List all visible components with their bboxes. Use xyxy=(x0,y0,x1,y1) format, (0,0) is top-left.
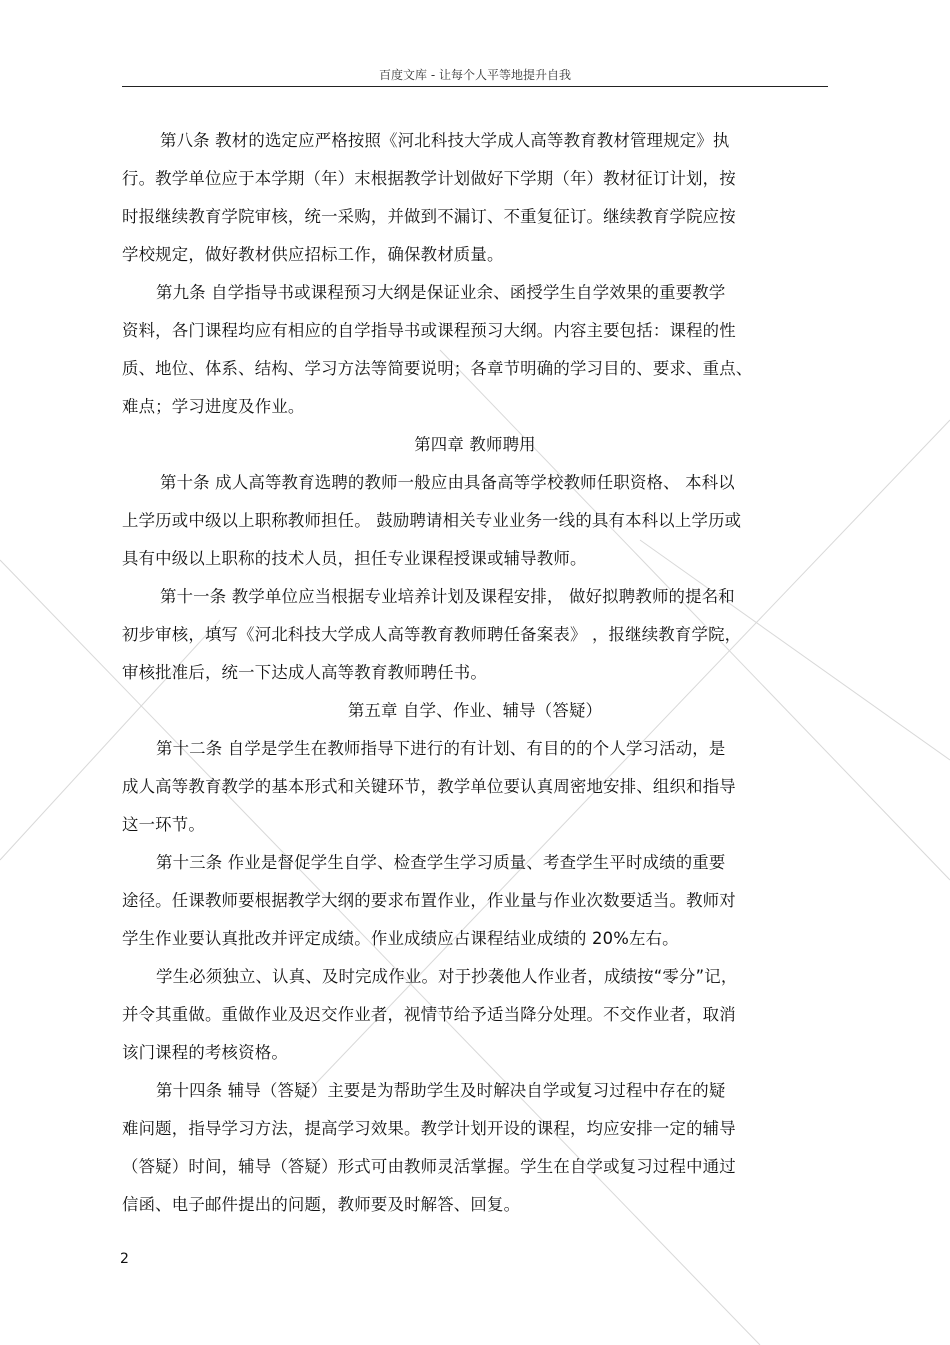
paragraph-line: 时报继续教育学院审核，统一采购，并做到不漏订、不重复征订。继续教育学院应按 xyxy=(122,207,736,226)
paragraph-line: 第十四条 辅导（答疑）主要是为帮助学生及时解决自学或复习过程中存在的疑 xyxy=(156,1081,726,1100)
paragraph-line: 第十条 成人高等教育选聘的教师一般应由具备高等学校教师任职资格、 本科以 xyxy=(160,473,735,492)
paragraph-line: 这一环节。 xyxy=(122,815,205,834)
paragraph-line: 该门课程的考核资格。 xyxy=(122,1043,288,1062)
paragraph-line: 资料，各门课程均应有相应的自学指导书或课程预习大纲。内容主要包括：课程的性 xyxy=(122,321,736,340)
paragraph-line: 信函、电子邮件提出的问题，教师要及时解答、回复。 xyxy=(122,1195,521,1214)
paragraph-line: 第九条 自学指导书或课程预习大纲是保证业余、函授学生自学效果的重要教学 xyxy=(156,283,726,302)
paragraph-line: 质、地位、体系、结构、学习方法等简要说明；各章节明确的学习目的、要求、重点、 xyxy=(122,359,753,378)
page-number: 2 xyxy=(120,1251,129,1267)
paragraph-line: 学生必须独立、认真、及时完成作业。对于抄袭他人作业者，成绩按“零分”记， xyxy=(156,967,738,986)
paragraph-line: 途径。任课教师要根据教学大纲的要求布置作业，作业量与作业次数要适当。教师对 xyxy=(122,891,736,910)
chapter-heading: 第四章 教师聘用 xyxy=(414,435,536,454)
paragraph-line: 第十三条 作业是督促学生自学、检查学生学习质量、考查学生平时成绩的重要 xyxy=(156,853,726,872)
paragraph-line: 行。教学单位应于本学期（年）末根据教学计划做好下学期（年）教材征订计划，按 xyxy=(122,169,736,188)
paragraph-line: 并令其重做。重做作业及迟交作业者，视情节给予适当降分处理。不交作业者，取消 xyxy=(122,1005,736,1024)
paragraph-line: 第十二条 自学是学生在教师指导下进行的有计划、有目的的个人学习活动，是 xyxy=(156,739,726,758)
paragraph-line: 上学历或中级以上职称教师担任。 鼓励聘请相关专业业务一线的具有本科以上学历或 xyxy=(122,511,742,530)
paragraph-line: 具有中级以上职称的技术人员，担任专业课程授课或辅导教师。 xyxy=(122,549,587,568)
paragraph-line: 学生作业要认真批改并评定成绩。作业成绩应占课程结业成绩的 20%左右。 xyxy=(122,929,679,948)
paragraph-line: 第十一条 教学单位应当根据专业培养计划及课程安排， 做好拟聘教师的提名和 xyxy=(160,587,735,606)
paragraph-line: 第八条 教材的选定应严格按照《河北科技大学成人高等教育教材管理规定》执 xyxy=(160,131,730,150)
paragraph-line: 成人高等教育教学的基本形式和关键环节，教学单位要认真周密地安排、组织和指导 xyxy=(122,777,736,796)
page-header: 百度文库 - 让每个人平等地提升自我 xyxy=(379,68,571,82)
document-body xyxy=(122,122,828,1224)
paragraph-line: （答疑）时间，辅导（答疑）形式可由教师灵活掌握。学生在自学或复习过程中通过 xyxy=(122,1157,736,1176)
paragraph-line: 初步审核，填写《河北科技大学成人高等教育教师聘任备案表》 ，报继续教育学院， xyxy=(122,625,742,644)
header-divider xyxy=(122,86,828,87)
paragraph-line: 审核批准后，统一下达成人高等教育教师聘任书。 xyxy=(122,663,487,682)
chapter-heading: 第五章 自学、作业、辅导（答疑） xyxy=(347,701,603,720)
paragraph-line: 难点；学习进度及作业。 xyxy=(122,397,305,416)
paragraph-line: 学校规定，做好教材供应招标工作，确保教材质量。 xyxy=(122,245,504,264)
paragraph-line: 难问题，指导学习方法，提高学习效果。教学计划开设的课程，均应安排一定的辅导 xyxy=(122,1119,736,1138)
